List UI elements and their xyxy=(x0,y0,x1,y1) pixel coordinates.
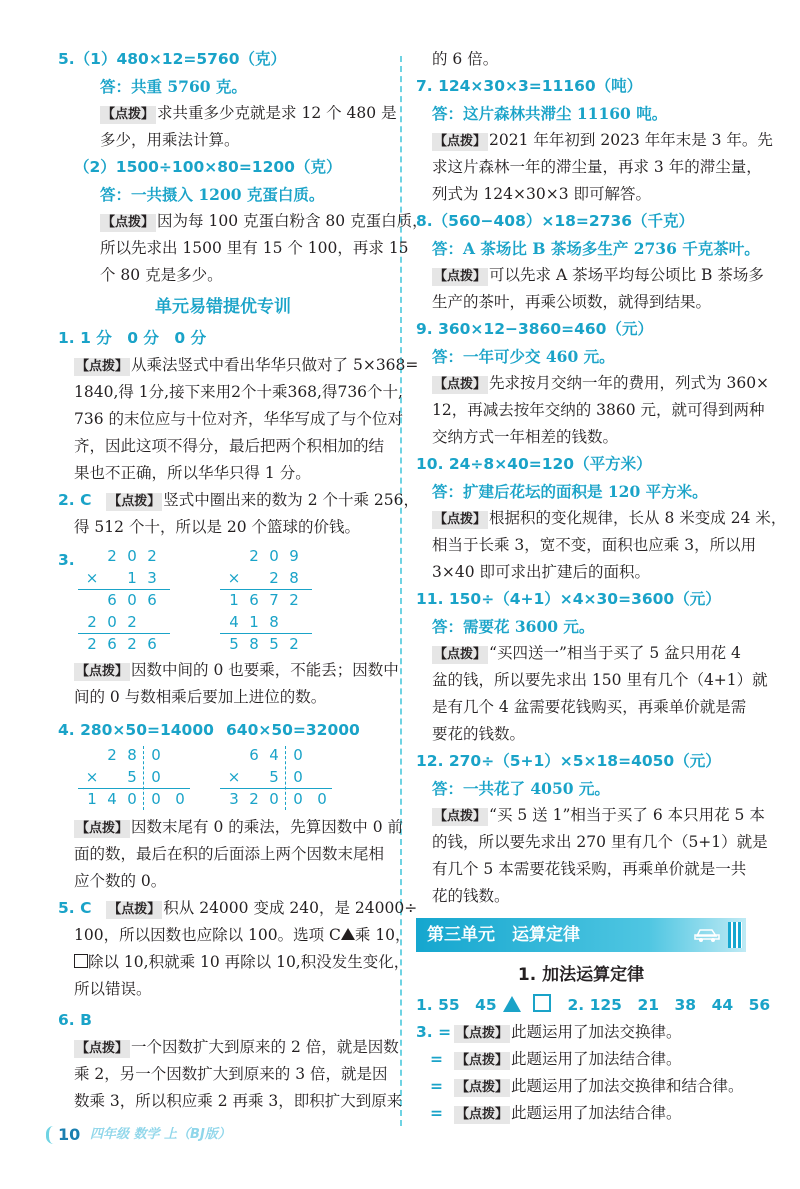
tip-label: 【 点拨 】 xyxy=(454,1052,510,1070)
s2-tip-line: 得 512 个十，所以是 20 个篮球的价钱。 xyxy=(74,518,361,536)
q5-1-answer: 答：共重 5760 克。 xyxy=(100,77,247,96)
q9-tip-line: 交纳方式一年相差的钱数。 xyxy=(432,428,619,446)
l3-line: =【 点拨 】 此题运用了加法交换律和结合律。 xyxy=(416,1073,746,1100)
s6-tip-line: 数乘 3，所以积应乘 2 再乘 3，即积扩大到原来 xyxy=(74,1092,403,1110)
continued-line: 的 6 倍。 xyxy=(432,50,499,68)
s5-answer: 5. C xyxy=(58,899,92,917)
q5-2-tip-line: 个 80 克是多少。 xyxy=(100,266,223,284)
q5-2-tip-line: 所以先求出 1500 里有 15 个 100，再求 15 xyxy=(100,239,409,257)
q7-tip-line: 求这片森林一年的滞尘量，再求 3 年的滞尘量， xyxy=(432,158,762,176)
q10-answer: 答：扩建后花坛的面积是 120 平方米。 xyxy=(432,482,708,501)
q11-tip-line: 是有几个 4 盆需要花钱购买，再乘单价就是需 xyxy=(432,698,747,716)
q7-expression: 7. 124×30×3=11160（吨） xyxy=(416,77,643,95)
vertical-multiplication-4: 6 4 0 × 5 0 3 2 0 0 0 xyxy=(220,744,332,810)
s1-tip-line: 齐，因此这项不得分，最后把两个积相加的结 xyxy=(74,437,385,455)
s3-label: 3. xyxy=(58,551,75,569)
q5-1-expression: 5.（1）480×12=5760（克） xyxy=(58,50,286,68)
right-column xyxy=(416,46,787,1127)
s3-block xyxy=(58,541,388,657)
q10-tip-line: 3×40 即可求出扩建后的面积。 xyxy=(432,563,650,581)
q12-tip-line: 有几个 5 本需要花钱采购，再乘单价就是一共 xyxy=(432,860,747,878)
tip-label: 【 点拨 】 xyxy=(454,1079,510,1097)
s4-block xyxy=(58,744,388,814)
tip-label: 【 点拨 】 xyxy=(454,1025,510,1043)
q12-expression: 12. 270÷（5+1）×5×18=4050（元） xyxy=(416,752,721,770)
square-icon xyxy=(533,994,551,1012)
q9-answer: 答：一年可少交 460 元。 xyxy=(432,347,615,366)
s4-tip-line: 面的数，最后在积的后面添上两个因数末尾相 xyxy=(74,845,385,863)
s2-answer: 2. C xyxy=(58,491,92,509)
q10-tip-line: 相当于长乘 3，宽不变，面积也应乘 3，所以用 xyxy=(432,536,757,554)
q9-expression: 9. 360×12−3860=460（元） xyxy=(416,320,653,338)
tip-label: 【 点拨 】 xyxy=(74,358,130,376)
s5-line: 5. C 【 点拨 】 积从 24000 变成 240，是 24000÷ xyxy=(58,895,388,922)
tip-label: 【 点拨 】 xyxy=(100,214,156,232)
page-number: 10 xyxy=(58,1125,81,1144)
vertical-multiplication-1: 2 0 2 × 1 3 6 0 6 2 0 2 2 6 2 6 xyxy=(78,545,170,655)
s1-tip-line: 【 点拨 】 从乘法竖式中看出华华只做对了 5×368= xyxy=(58,352,388,379)
triangle-icon xyxy=(503,996,521,1012)
footer-brand: 四年级 数学 上（BJ版） xyxy=(90,1127,231,1142)
tip-label: 【 点拨 】 xyxy=(74,820,130,838)
q10-expression: 10. 24÷8×40=120（平方米） xyxy=(416,455,652,473)
s4-tip-line: 【 点拨 】 因数末尾有 0 的乘法，先算因数中 0 前 xyxy=(58,814,388,841)
s4-line xyxy=(58,717,388,744)
q7-answer: 答：这片森林共滞尘 11160 吨。 xyxy=(432,104,668,123)
banner-bars-decoration xyxy=(728,922,742,948)
s2-line: 2. C 【 点拨 】 竖式中圈出来的数为 2 个十乘 256， xyxy=(58,487,388,514)
s6-answer: 6. B xyxy=(58,1011,92,1029)
q9-tip-line: 【 点拨 】 先求按月交纳一年的费用，列式为 360× xyxy=(416,370,746,397)
q5-1-tip-line: 多少，用乘法计算。 xyxy=(100,131,240,149)
q5-1-tip-line: 【 点拨 】 求共重多少克就是求 12 个 480 是 xyxy=(58,100,388,127)
tip-label: 【 点拨 】 xyxy=(454,1106,510,1124)
vertical-multiplication-2: 2 0 9 × 2 8 1 6 7 2 4 1 8 5 8 5 2 xyxy=(220,545,312,655)
q12-tip-line: 花的钱数。 xyxy=(432,887,510,905)
q12-tip-line: 的钱，所以要先求出 270 里有几个（5+1）就是 xyxy=(432,833,768,851)
q8-tip-line: 生产的茶叶，再乘公顷数，就得到结果。 xyxy=(432,293,712,311)
unit-banner xyxy=(416,918,746,952)
q7-tip-line: 【 点拨 】 2021 年年初到 2023 年年末是 3 年。先 xyxy=(416,127,746,154)
q12-tip-line: 【 点拨 】 “买 5 送 1”相当于买了 6 本只用花 5 本 xyxy=(416,802,746,829)
q12-answer: 答：一共花了 4050 元。 xyxy=(432,779,610,798)
tip-label: 【 点拨 】 xyxy=(432,511,488,529)
l1-answers: 1. 55 45 2. 125 21 38 44 56 xyxy=(416,996,771,1014)
s1-answer: 1. 1 分 0 分 0 分 xyxy=(58,329,207,347)
q8-expression: 8.（560−408）×18=2736（千克） xyxy=(416,212,695,230)
q11-tip-line: 要花的钱数。 xyxy=(432,725,526,743)
s1-tip-line: 736 的末位应与十位对齐，华华写成了与个位对 xyxy=(74,410,404,428)
lesson-title: 1. 加法运算定律 xyxy=(517,965,645,985)
l3-line: =【 点拨 】 此题运用了加法结合律。 xyxy=(416,1046,746,1073)
s6-tip-line: 【 点拨 】 一个因数扩大到原来的 2 倍，就是因数 xyxy=(58,1034,388,1061)
q5-2-expression: （2）1500÷100×80=1200（克） xyxy=(74,158,342,176)
q7-tip-line: 列式为 124×30×3 即可解答。 xyxy=(432,185,651,203)
s6-tip-line: 乘 2，另一个因数扩大到原来的 3 倍，就是因 xyxy=(74,1065,388,1083)
s3-tip-line: 间的 0 与数相乘后要加上进位的数。 xyxy=(74,688,327,706)
q8-tip-line: 【 点拨 】 可以先求 A 茶场平均每公顷比 B 茶场多 xyxy=(416,262,746,289)
tip-label: 【 点拨 】 xyxy=(432,376,488,394)
tip-label: 【 点拨 】 xyxy=(432,133,488,151)
page-footer xyxy=(40,1124,300,1146)
tip-label: 【 点拨 】 xyxy=(106,493,162,511)
tip-label: 【 点拨 】 xyxy=(432,808,488,826)
s1-tip-line: 果也不正确，所以华华只得 1 分。 xyxy=(74,464,311,482)
q11-tip-line: 盆的钱，所以要先求出 150 里有几个（4+1）就 xyxy=(432,671,768,689)
tip-label: 【 点拨 】 xyxy=(432,268,488,286)
triangle-icon xyxy=(341,928,355,940)
l3-line: 3. =【 点拨 】 此题运用了加法交换律。 xyxy=(416,1019,746,1046)
car-icon xyxy=(694,925,720,943)
s4-expression-a: 4. 280×50=14000 xyxy=(58,721,214,739)
unit-banner-title: 第三单元 运算定律 xyxy=(427,925,580,945)
q5-2-tip-line: 【 点拨 】 因为每 100 克蛋白粉含 80 克蛋白质， xyxy=(58,208,388,235)
s5-tip-line: 100，所以因数也应除以 100。选项 C 乘 10， xyxy=(74,926,411,944)
q5-2-answer: 答：一共摄入 1200 克蛋白质。 xyxy=(100,185,325,204)
q10-tip-line: 【 点拨 】 根据积的变化规律，长从 8 米变成 24 米， xyxy=(416,505,746,532)
tip-label: 【 点拨 】 xyxy=(74,663,130,681)
s5-tip-line: 除以 10,积就乘 10 再除以 10,积没发生变化， xyxy=(58,949,388,976)
tip-label: 【 点拨 】 xyxy=(106,901,162,919)
q11-answer: 答：需要花 3600 元。 xyxy=(432,617,595,636)
s3-tip-line: 【 点拨 】 因数中间的 0 也要乘，不能丢；因数中 xyxy=(58,657,388,684)
tip-label: 【 点拨 】 xyxy=(432,646,488,664)
vertical-multiplication-3: 2 8 0 × 5 0 1 4 0 0 0 xyxy=(78,744,190,810)
square-icon xyxy=(74,954,88,968)
l3-line: =【 点拨 】 此题运用了加法结合律。 xyxy=(416,1100,746,1127)
q9-tip-line: 12，再减去按年交纳的 3860 元，就可得到两种 xyxy=(432,401,765,419)
left-column xyxy=(58,46,428,1115)
s4-expression-b: 640×50=32000 xyxy=(226,721,360,739)
s4-tip-line: 应个数的 0。 xyxy=(74,872,167,890)
section-title: 单元易错提优专训 xyxy=(155,297,291,317)
tip-label: 【 点拨 】 xyxy=(74,1040,130,1058)
s5-tip-line: 所以错误。 xyxy=(74,980,152,998)
tip-label: 【 点拨 】 xyxy=(100,106,156,124)
q11-tip-line: 【 点拨 】 “买四送一”相当于买了 5 盆只用花 4 xyxy=(416,640,746,667)
q8-answer: 答：A 茶场比 B 茶场多生产 2736 千克茶叶。 xyxy=(432,239,760,258)
s1-tip-line: 1840,得 1分,接下来用2个十乘368,得736个十, xyxy=(74,383,403,401)
q11-expression: 11. 150÷（4+1）×4×30=3600（元） xyxy=(416,590,721,608)
